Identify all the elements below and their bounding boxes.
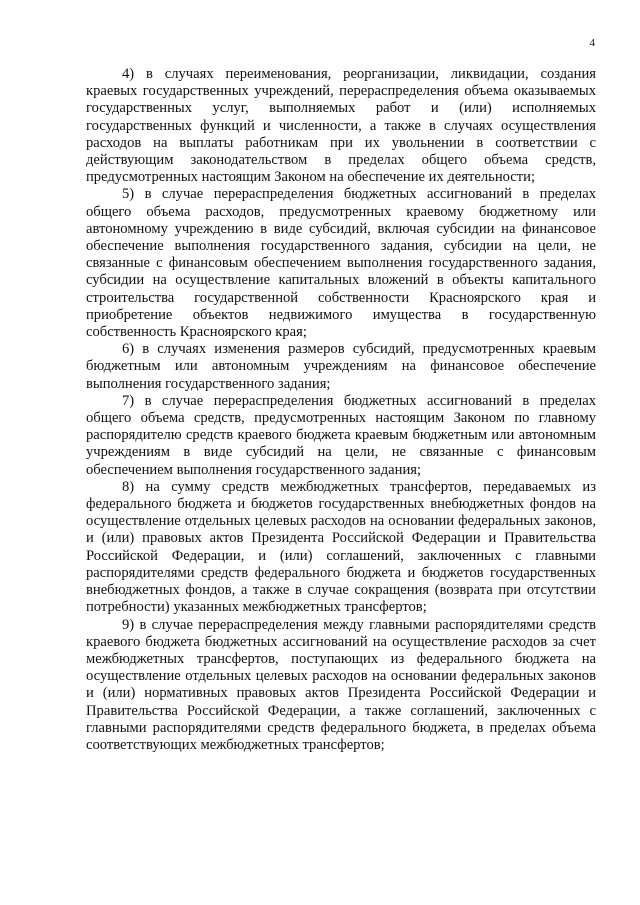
paragraph-item-8: 8) на сумму средств межбюджетных трансфертов, передаваемых из федерального бюджета и бюджетов государственных внебюджетных фондов на осуществление отдельных целевых расходов на основании федеральных законов, и (или) правовых актов Президента Российской Федерации и Правительства Российской Федерации, и (или) соглашений, заключенных с главными распорядителями средств федерального бюджета и бюджетов государственных внебюджетных фондов, а также в случае сокращения (возврата при отсутствии потребности) указанных межбюджетных трансфертов; xyxy=(86,478,596,616)
paragraph-item-9: 9) в случае перераспределения между главными распорядителями средств краевого бюджета бюджетных ассигнований на осуществление расходов за счет межбюджетных трансфертов, поступающих из федерального бюджета на осуществление отдельных целевых расходов на основании федеральных законов и (или) нормативных правовых актов Президента Российской Федерации и Правительства Российской Федерации, а также соглашений, заключенных с главными распорядителями средств федерального бюджета, в пределах объема соответствующих межбюджетных трансфертов; xyxy=(86,616,596,753)
page-number: 4 xyxy=(589,37,595,49)
paragraph-item-5: 5) в случае перераспределения бюджетных ассигнований в пределах общего объема расходов, предусмотренных краевому бюджетному или автономному учреждению в виде субсидий, включая субсидии на финансовое обеспечение выполнения государственного задания, субсидии на цели, не связанные с финансовым обеспечением выполнения государственного задания, субсидии на осуществление капитальных вложений в объекты капитального строительства государственной собственности Красноярского края и приобретение объектов недвижимого имущества в государственную собственность Красноярского края; xyxy=(86,186,596,341)
paragraph-item-6: 6) в случаях изменения размеров субсидий, предусмотренных краевым бюджетным или автономным учреждениям на финансовое обеспечение выполнения государственного задания; xyxy=(86,341,596,392)
paragraph-item-7: 7) в случае перераспределения бюджетных ассигнований в пределах общего объема средств, предусмотренных настоящим Законом по главному распорядителю средств краевого бюджета краевым бюджетным или автономным учреждениям в виде субсидий на цели, не связанные с финансовым обеспечением выполнения государственного задания; xyxy=(86,392,596,478)
document-body xyxy=(86,66,596,754)
paragraph-item-4: 4) в случаях переименования, реорганизации, ликвидации, создания краевых государственных учреждений, перераспределения объема оказываемых государственных услуг, выполняемых работ и (или) исполняемых государственных функций и численности, а также в случаях осуществления расходов на выплаты работникам при их увольнении в соответствии с действующим законодательством в пределах общего объема средств, предусмотренных настоящим Законом на обеспечение их деятельности; xyxy=(86,66,596,186)
